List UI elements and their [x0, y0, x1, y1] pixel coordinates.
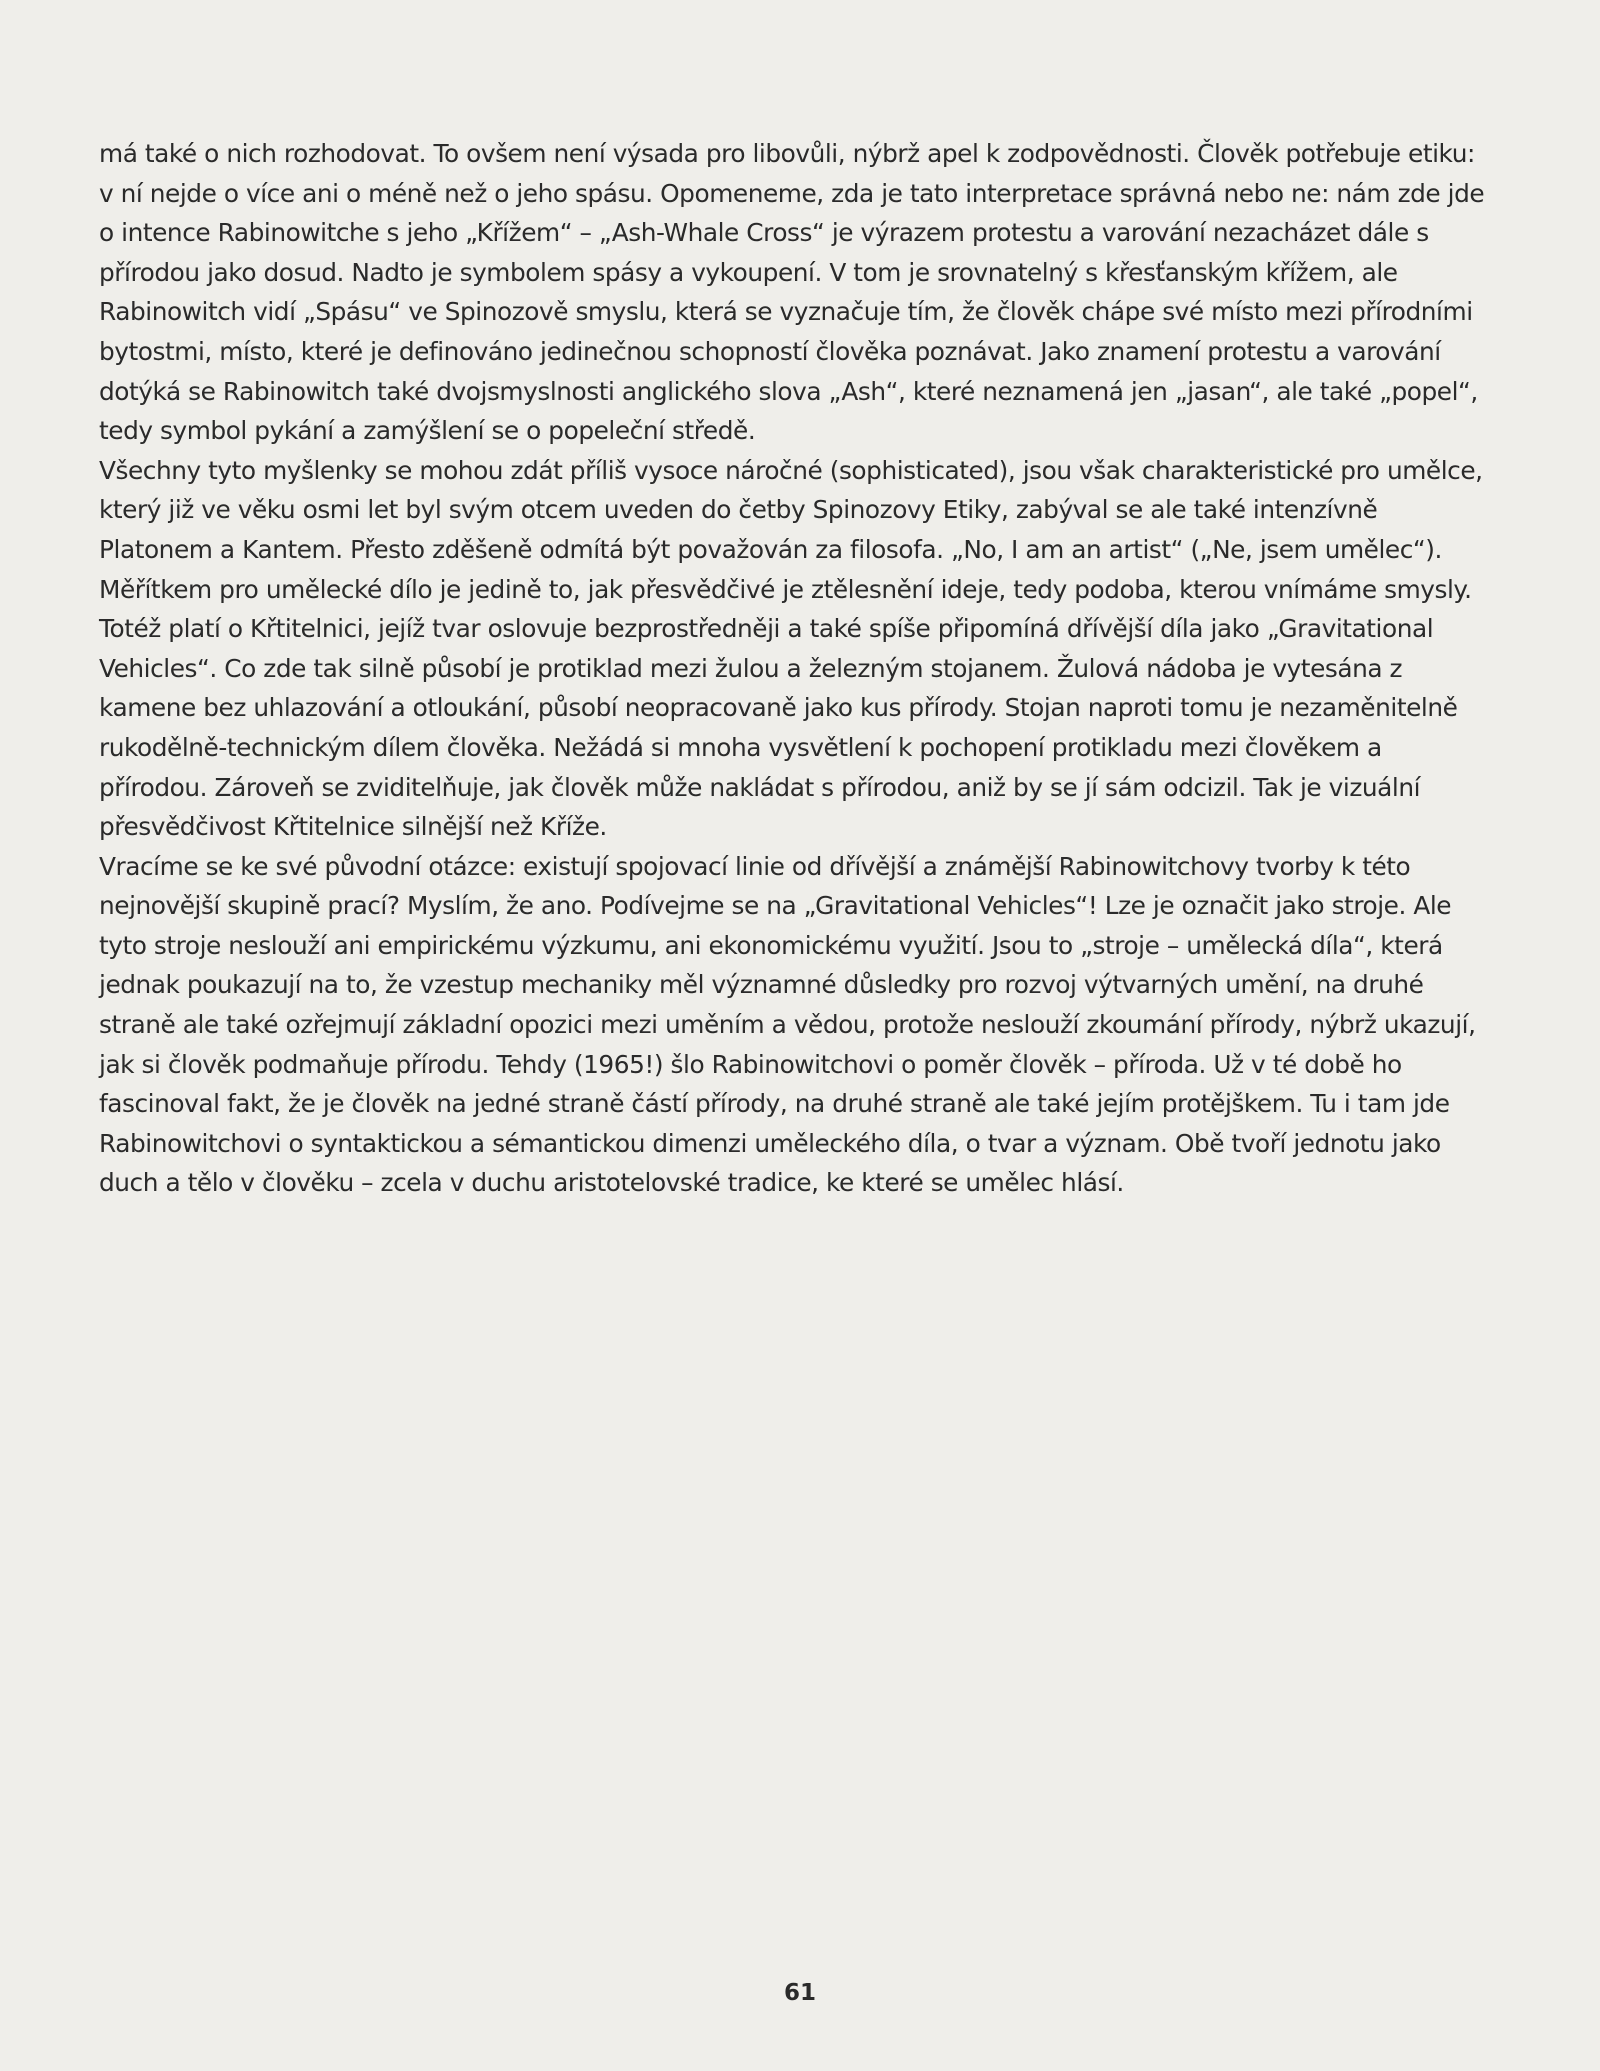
paragraph-3: Totéž platí o Křtitelnici, jejíž tvar oslovuje bezprostředněji a také spíše připomíná dřívější díla jako „Gravitational Vehicles“. Co zde tak silně působí je protiklad mezi žulou a železným stojanem. Žulová nádoba je vytesána z kamene bez uhlazování a otloukání, působí neopracovaně jako kus přírody. Stojan naproti tomu je nezaměnitelně rukodělně-technickým dílem člověka. Nežádá si mnoha vysvětlení k pochopení protikladu mezi člověkem a přírodou. Zároveň se zviditelňuje, jak člověk může nakládat s přírodou, aniž by se jí sám odcizil. Tak je vizuální přesvědčivost Křtitelnice silnější než Kříže. [99, 614, 1458, 842]
paragraph-4: Vracíme se ke své původní otázce: existují spojovací linie od dřívější a známější Rabinowitchovy tvorby k této nejnovější skupině prací? Myslím, že ano. Podívejme se na „Gravitational Vehicles“! Lze je označit jako stroje. Ale tyto stroje neslouží ani empirickému výzkumu, ani ekonomickému využití. Jsou to „stroje – umělecká díla“, která jednak poukazují na to, že vzestup mechaniky měl významné důsledky pro rozvoj výtvarných umění, na druhé straně ale také ozřejmují základní opozici mezi uměním a vědou, protože neslouží zkoumání přírody, nýbrž ukazují, jak si člověk podmaňuje přírodu. Tehdy (1965!) šlo Rabinowitchovi o poměr člověk – příroda. Už v té době ho fascinoval fakt, že je člověk na jedné straně částí přírody, na druhé straně ale také jejím protějškem. Tu i tam jde Rabinowitchovi o syntaktickou a sémantickou dimenzi uměleckého díla, o tvar a význam. Obě tvoří jednotu jako duch a tělo v člověku – zcela v duchu aristotelovské tradice, ke které se umělec hlásí. [99, 851, 1476, 1198]
body-text [99, 134, 1489, 1203]
paragraph-1: má také o nich rozhodovat. To ovšem není výsada pro libovůli, nýbrž apel k zodpovědnosti. Člověk potřebuje etiku: v ní nejde o více ani o méně než o jeho spásu. Opomeneme, zda je tato interpretace správná nebo ne: nám zde jde o intence Rabinowitche s jeho „Křížem“ – „Ash-Whale Cross“ je výrazem protestu a varování nezacházet dále s přírodou jako dosud. Nadto je symbolem spásy a vykoupení. V tom je srovnatelný s křesťanským křížem, ale Rabinowitch vidí „Spásu“ ve Spinozově smyslu, která se vyznačuje tím, že člověk chápe své místo mezi přírodními bytostmi, místo, které je definováno jedinečnou schopností člověka poznávat. Jako znamení protestu a varování dotýká se Rabinowitch také dvojsmyslnosti anglického slova „Ash“, které neznamená jen „jasan“, ale také „popel“, tedy symbol pykání a zamýšlení se o popeleční středě. [99, 139, 1485, 446]
paragraph-2: Všechny tyto myšlenky se mohou zdát příliš vysoce náročné (sophisticated), jsou však charakteristické pro umělce, který již ve věku osmi let byl svým otcem uveden do četby Spinozovy Etiky, zabýval se ale také intenzívně Platonem a Kantem. Přesto zděšeně odmítá být považován za filosofa. „No, I am an artist“ („Ne, jsem umělec“). Měřítkem pro umělecké dílo je jedině to, jak přesvědčivé je ztělesnění ideje, tedy podoba, kterou vnímáme smysly. [99, 455, 1483, 604]
page-number: 61 [783, 1980, 816, 2006]
